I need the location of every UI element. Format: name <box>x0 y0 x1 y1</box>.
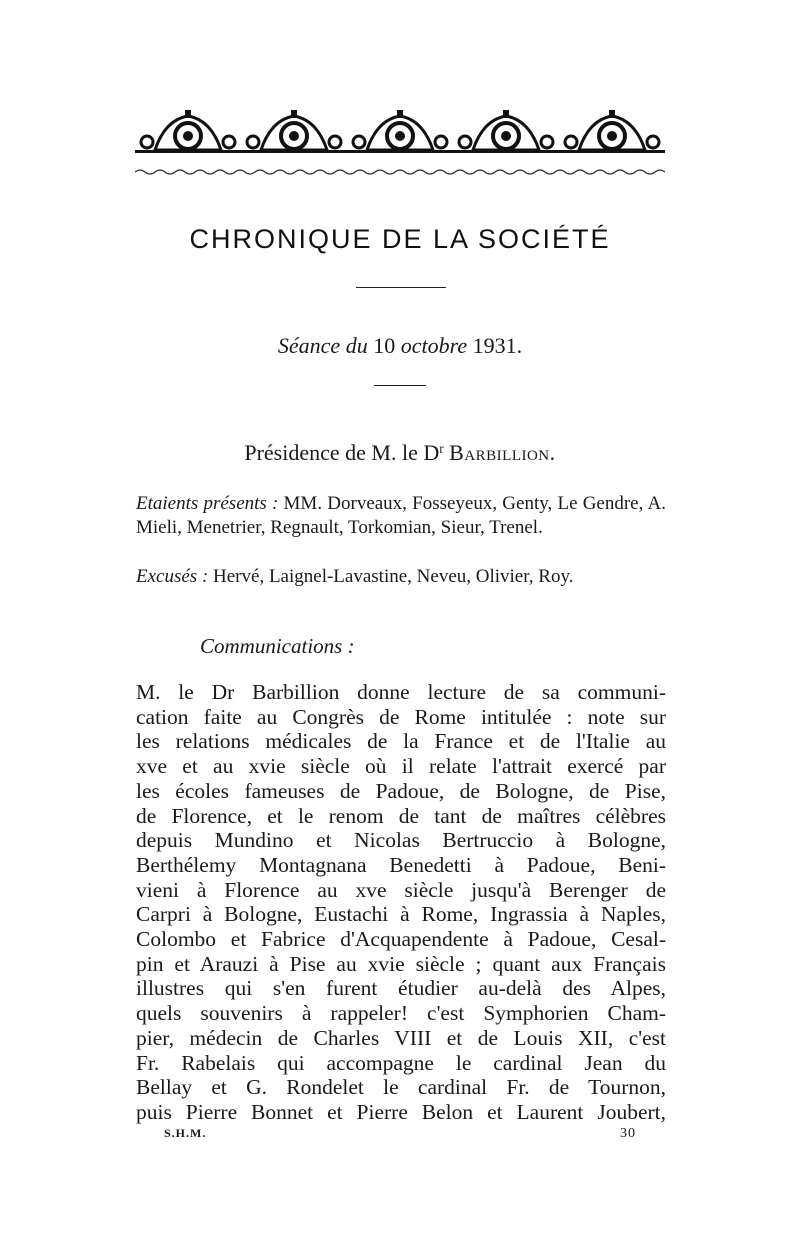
page-title: CHRONIQUE DE LA SOCIÉTÉ <box>189 224 611 254</box>
seance-day: 10 <box>373 333 396 358</box>
body-line: Berthélemy Montagnana Benedetti à Padoue, Beni- <box>136 852 666 877</box>
wavy-divider <box>135 168 665 176</box>
present-label: Etaients présents : <box>136 493 279 514</box>
body-line: Fr. Rabelais qui accompagne le cardinal Jean du <box>136 1050 666 1075</box>
attendees-paragraph <box>136 492 666 540</box>
excused-paragraph <box>136 565 666 589</box>
body-line: depuis Mundino et Nicolas Bertruccio à Bologne, <box>136 828 666 853</box>
body-line: xve et au xvie siècle où il relate l'attrait exercé par <box>136 754 666 779</box>
seance-month: octobre <box>400 333 468 358</box>
seance-date <box>0 333 800 359</box>
body-line: quels souvenirs à rappeler! c'est Symphorien Cham- <box>136 1001 666 1026</box>
body-line: Carpri à Bologne, Eustachi à Rome, Ingrassia à Naples, <box>136 902 666 927</box>
presidence-line <box>0 440 800 466</box>
communications-heading: Communications : <box>200 634 355 658</box>
body-line: puis Pierre Bonnet et Pierre Belon et Laurent Joubert, <box>136 1099 666 1124</box>
ornament-motif <box>135 110 241 153</box>
ornament-motif <box>241 110 347 153</box>
body-line: pin et Arauzi à Pise au xvie siècle ; quant aux Français <box>136 951 666 976</box>
body-line: Colombo et Fabrice d'Acquapendente à Padoue, Cesal- <box>136 927 666 952</box>
page-number: 30 <box>620 1126 636 1141</box>
seance-year: 1931. <box>472 333 523 358</box>
footer-signature: S.H.M. <box>164 1126 207 1140</box>
date-divider <box>374 385 426 386</box>
presidence-prefix: Présidence de M. le D <box>244 440 440 465</box>
body-line: pier, médecin de Charles VIII et de Louis XII, c'est <box>136 1025 666 1050</box>
body-line: de Florence, et le renom de tant de maîtres célèbres <box>136 803 666 828</box>
title-divider <box>356 287 446 288</box>
body-line: vieni à Florence au xve siècle jusqu'à Berenger de <box>136 877 666 902</box>
excuses-label: Excusés : <box>136 566 209 587</box>
ornament-motif <box>453 110 559 153</box>
body-line: cation faite au Congrès de Rome intitulée : note sur <box>136 704 666 729</box>
seance-prefix: Séance du <box>277 333 368 358</box>
body-line: illustres qui s'en furent étudier au-delà des Alpes, <box>136 976 666 1001</box>
presidence-sup: r <box>439 440 444 456</box>
ornamental-header-band <box>135 110 665 170</box>
ornament-motif <box>559 110 665 153</box>
body-line: les écoles fameuses de Padoue, de Bologne, de Pise, <box>136 778 666 803</box>
present-list: MM. Dorveaux, Fosseyeux, Genty, Le Gendre, A. Mieli, Menetrier, Regnault, Torkomian, Sieur, Trenel. <box>136 493 666 538</box>
body-line: les relations médicales de la France et de l'Italie au <box>136 729 666 754</box>
body-line: M. le Dr Barbillion donne lecture de sa communi- <box>136 680 666 704</box>
communication-body <box>136 680 666 1125</box>
president-name: Barbillion. <box>449 440 556 465</box>
body-line: Bellay et G. Rondelet le cardinal Fr. de Tournon, <box>136 1075 666 1100</box>
excuses-list: Hervé, Laignel-Lavastine, Neveu, Olivier, Roy. <box>213 566 574 587</box>
ornament-motif <box>347 110 453 153</box>
